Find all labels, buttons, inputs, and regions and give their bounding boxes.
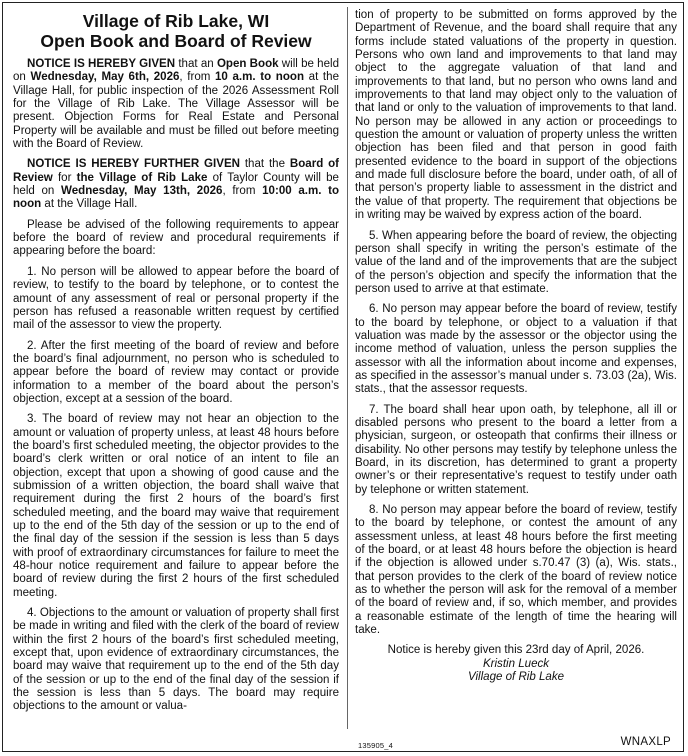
signature-block xyxy=(355,644,677,684)
event-time: 10 a.m. to noon xyxy=(215,71,305,84)
notice-lead: NOTICE IS HEREBY FURTHER GIVEN xyxy=(27,158,240,171)
requirements-intro: Please be advised of the following requirements to appear before the board of review and procedural requirements if appearing before the board: xyxy=(13,218,339,258)
publication-code: WNAXLP xyxy=(620,736,671,748)
open-book-paragraph: NOTICE IS HEREBY GIVEN that an Open Book will be held on Wednesday, May 6th, 2026, from 10 a.m. to noon at the Village Hall, for public inspection of the 2026 Assessment Roll for the Village of Rib Lake. The Village Assessor will be present. Objection Forms for Real Estate and Personal Property will be available and must be filled out before meeting with the Board of Review. xyxy=(13,58,339,151)
signer-name: Kristin Lueck xyxy=(482,657,550,670)
requirement-item: 7. The board shall hear upon oath, by telephone, all ill or disabled persons who present to the board a letter from a physician, surgeon, or osteopath that confirms their illness or disability. No other persons may testify by telephone unless the Board, in its discretion, has determined to grant a property owner’s or their representative’s request to testify under oath by telephone or written statement. xyxy=(355,403,677,496)
requirement-item: 5. When appearing before the board of review, the objecting person shall specify in writing the person’s estimate of the value of the land and of the improvements that are the subject of the person’s objection and specify the information that the person used to arrive at that estimate. xyxy=(355,229,677,295)
ad-id: 135905_4 xyxy=(358,741,393,750)
requirement-item: 2. After the first meeting of the board of review and before the board’s final adjournment, no person who is scheduled to appear before the board of review may contact or provide information to a member of the board about the person’s objection, except at a session of the board. xyxy=(13,339,339,405)
requirement-item-continued: tion of property to be submitted on forms approved by the Department of Revenue, and the board shall require that any forms include stated valuations of the property in question. Persons who own land and improvements to that land may object to the aggregate valuation of that land and improvements to that land, but no person who owns land and improvements to that land may object only to the valuation of that land or only to the valuation of improvements to that land. No person may be allowed in any action or proceedings to question the amount or valuation of property unless the written objection has been filed and that person in good faith presented evidence to the board in support of the objections and made full disclosure before the board, under oath, of all of that person’s property liable to assessment in the district and the value of that property. The requirement that objections be in writing may be waived by express action of the board. xyxy=(355,9,677,222)
legal-notice-frame xyxy=(2,2,684,752)
right-column xyxy=(355,9,677,725)
column-divider xyxy=(347,7,348,729)
requirement-item: 1. No person will be allowed to appear before the board of review, to testify to the board by telephone, or to contest the amount of any assessment of real or personal property if the person has refused a reasonable written request by certified mail of the assessor to view the property. xyxy=(13,265,339,332)
event-name: Board of Review xyxy=(13,158,339,184)
municipality-name: the Village of Rib Lake xyxy=(76,171,208,184)
notice-title: Village of Rib Lake, WI xyxy=(82,11,270,31)
event-name: Open Book xyxy=(216,58,279,70)
signoff-line: Notice is hereby given this 23rd day of April, 2026. xyxy=(387,644,645,657)
board-of-review-paragraph: NOTICE IS HEREBY FURTHER GIVEN that the Board of Review for the Village of Rib Lake of Taylor County will be held on Wednesday, May 13th, 2026, from 10:00 a.m. to noon at the Village Hall. xyxy=(13,158,339,211)
notice-subtitle: Open Book and Board of Review xyxy=(40,31,312,51)
notice-lead: NOTICE IS HEREBY GIVEN xyxy=(27,58,176,70)
event-date: Wednesday, May 13th, 2026 xyxy=(61,185,223,198)
left-column xyxy=(13,9,339,725)
signer-organization: Village of Rib Lake xyxy=(467,671,565,684)
requirement-item: 3. The board of review may not hear an objection to the amount or valuation of property unless, at least 48 hours before the board’s first scheduled meeting, the objector provides to the board’s clerk written or oral notice of an intent to file an objection, except that upon a showing of good cause and the submission of a written objection, the board shall waive that requirement during the first 2 hours of the board’s first scheduled meeting, and the board may waive that requirement up to the end of the 5th day of the session or up to the end of the final day of the session if the session is less than 5 days with proof of extraordinary circumstances for failure to meet the 48-hour notice requirement and failure to appear before the board of review during the first 2 hours of the first scheduled meeting. xyxy=(13,413,339,599)
requirement-item: 4. Objections to the amount or valuation of property shall first be made in writing and filed with the clerk of the board of review within the first 2 hours of the board’s first scheduled meeting, except that, upon evidence of extraordinary circumstances, the board may waive that requirement up to the end of the 5th day of the session or up to the end of the final day of the session if the session is less than 5 days. The board may require objections to the amount or valua- xyxy=(13,607,339,713)
event-time: 10:00 a.m. to noon xyxy=(13,185,339,211)
requirement-item: 8. No person may appear before the board of review, testify to the board by telephone, or contest the amount of any assessment unless, at least 48 hours before the first meeting of the board, or at least 48 hours before the objection is heard if the objection is allowed under s.70.47 (3) (a), Wis. stats., that person provides to the clerk of the board of review notice as to whether the person will ask for the removal of a member of the board of review and, if so, which member, and provides a reasonable estimate of the length of time the hearing will take. xyxy=(355,504,677,637)
requirement-item: 6. No person may appear before the board of review, testify to the board by telephone, or object to a valuation if that valuation was made by the assessor or the objector using the income method of valuation, unless the person supplies the assessor with all the information about income and expenses, as specified in the assessor’s manual under s. 73.03 (2a), Wis. stats., that the assessor requests. xyxy=(355,303,677,396)
event-date: Wednesday, May 6th, 2026 xyxy=(30,71,180,84)
